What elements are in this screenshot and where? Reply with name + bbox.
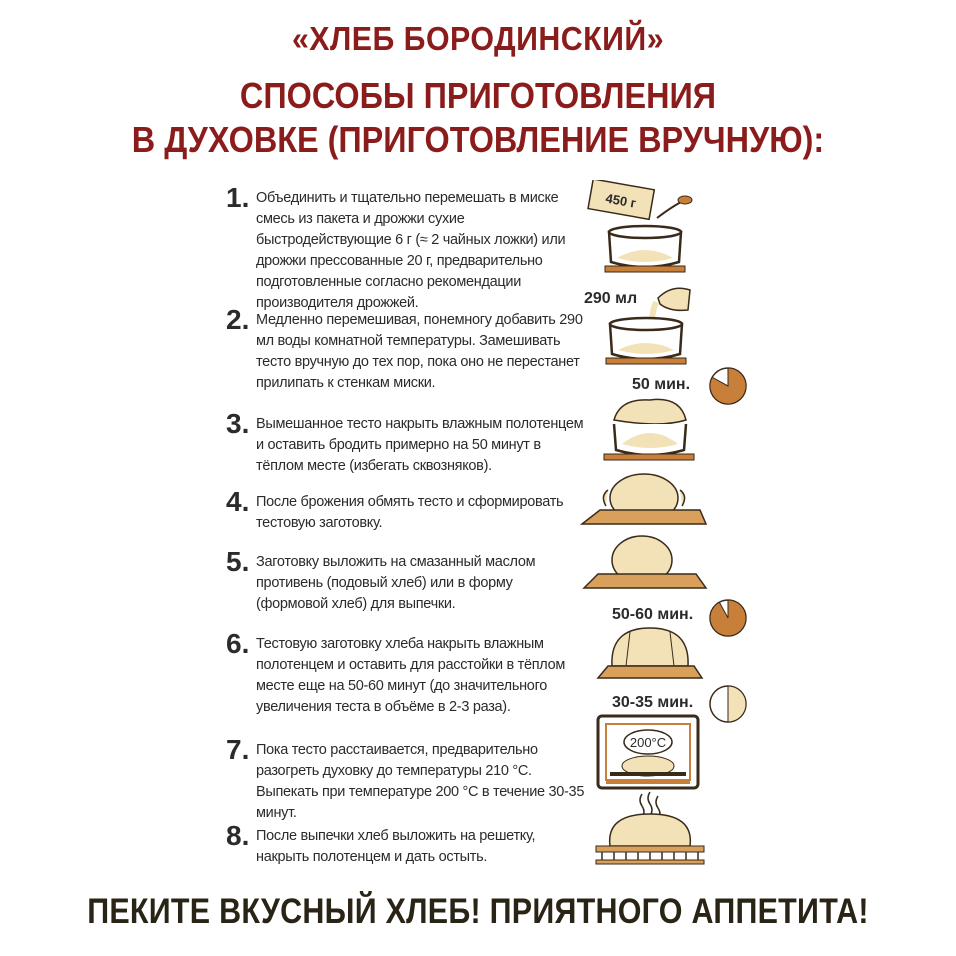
time2-label: 50-60 мин.	[612, 606, 694, 623]
water-bowl-icon	[600, 282, 710, 372]
step-text: Вымешанное тесто накрыть влажным полотенцем и оставить бродить примерно на 50 минут в тёплом месте (избегать сквозняков).	[256, 416, 584, 474]
step-number: 5.	[226, 546, 250, 577]
step-text: Заготовку выложить на смазанный маслом противень (подовый хлеб) или в форму (формовой хлеб) для выпечки.	[256, 554, 536, 612]
timer-50-60-icon	[708, 598, 748, 638]
oven-temp-label: 200°C	[629, 735, 667, 750]
water-amount-label: 290 мл	[584, 290, 638, 307]
pack-label: 450 г	[604, 190, 638, 211]
subtitle-line-2: В ДУХОВКЕ (ПРИГОТОВЛЕНИЕ ВРУЧНУЮ):	[131, 119, 825, 160]
step-text: Объединить и тщательно перемешать в миске смесь из пакета и дрожжи сухие быстродействующие 6 г (≈ 2 чайных ложки) или дрожжи прессованные 20 г, предварительно подготовленные согласно рекомендации производителя дрожжей.	[256, 190, 566, 311]
timer-30-35-icon	[708, 684, 748, 724]
time1-label: 50 мин.	[632, 376, 691, 393]
dough-tray-icon	[580, 532, 710, 592]
covered-bowl-icon	[600, 392, 710, 467]
cooling-rack-icon	[592, 790, 708, 866]
step-number: 7.	[226, 734, 250, 765]
kneading-board-icon	[580, 466, 710, 528]
step-number: 4.	[226, 486, 250, 517]
step-text: После выпечки хлеб выложить на решетку, накрыть полотенцем и дать остыть.	[256, 828, 536, 865]
step-text: Пока тесто расстаивается, предварительно разогреть духовку до температуры 210 °С. Выпекать при температуре 200 °С в течение 30-35 минут.	[256, 742, 585, 821]
proofing-dough-icon	[596, 620, 706, 682]
page-title: «ХЛЕБ БОРОДИНСКИЙ»	[291, 20, 665, 57]
subtitle-line-1: СПОСОБЫ ПРИГОТОВЛЕНИЯ	[239, 75, 717, 116]
step-text: После брожения обмять тесто и сформировать тестовую заготовку.	[256, 494, 564, 531]
time3-label: 30-35 мин.	[612, 694, 694, 711]
step-number: 1.	[226, 182, 250, 213]
step-number: 3.	[226, 408, 250, 439]
footer-slogan: ПЕКИТЕ ВКУСНЫЙ ХЛЕБ! ПРИЯТНОГО АППЕТИТА!	[87, 892, 869, 931]
step-number: 8.	[226, 820, 250, 851]
step-text: Медленно перемешивая, понемногу добавить 290 мл воды комнатной температуры. Замешивать тесто вручную до тех пор, пока оно не перестанет прилипать к стенкам миски.	[256, 312, 583, 391]
step-number: 6.	[226, 628, 250, 659]
oven-icon	[596, 714, 700, 792]
step-number: 2.	[226, 304, 250, 335]
flour-bowl-icon	[585, 180, 705, 280]
timer-50-icon	[708, 366, 748, 406]
step-text: Тестовую заготовку хлеба накрыть влажным полотенцем и оставить для расстойки в тёплом месте еще на 50-60 минут (до значительного увеличения теста в объёме в 2-3 раза).	[256, 636, 566, 715]
